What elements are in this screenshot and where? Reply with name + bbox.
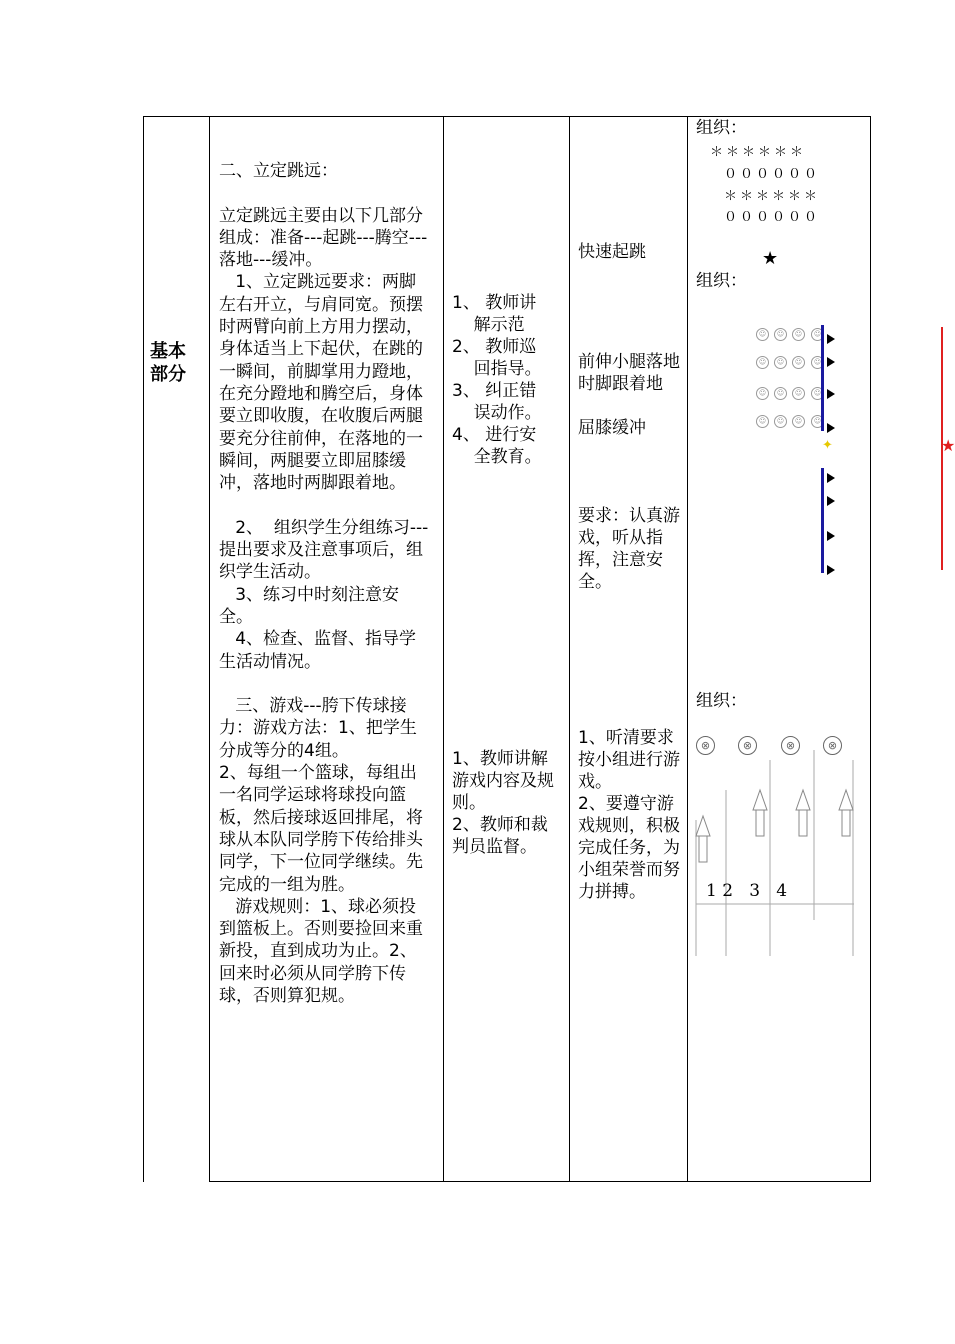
- col-divider-4: [687, 116, 688, 1182]
- student-activities-1: 快速起跳 前伸小腿落地时脚跟着地 屈膝缓冲 要求：认真游戏，听从指挥，注意安全。: [578, 242, 680, 592]
- student-icon: ☺: [774, 328, 787, 341]
- relay-group-numbers: 1 2 3 4: [706, 881, 788, 901]
- ball-icon: ⊗: [738, 736, 757, 755]
- arrow-right-icon: [827, 565, 835, 575]
- start-line: [821, 325, 824, 431]
- ball-icon: ⊗: [696, 736, 715, 755]
- arrow-right-icon: [827, 357, 835, 367]
- org-label-2: 组织：: [696, 271, 747, 291]
- ball-icon: ⊗: [781, 736, 800, 755]
- section-label: 基本 部分: [150, 341, 186, 385]
- sparkle-icon: ✦: [822, 438, 833, 453]
- table-right-border: [870, 116, 871, 1182]
- arrow-right-icon: [827, 473, 835, 483]
- student-icon: ☺: [774, 415, 787, 428]
- arrow-right-icon: [827, 389, 835, 399]
- arrow-right-icon: [827, 531, 835, 541]
- table-top-border: [143, 116, 871, 117]
- relay-diagram: [690, 730, 866, 960]
- formation-row-3: ＊＊＊＊＊＊: [724, 189, 821, 204]
- student-icon: ☺: [792, 328, 805, 341]
- ball-icon: ⊗: [823, 736, 842, 755]
- teacher-activities-1: 1、 教师讲 解示范 2、 教师巡 回指导。 3、 纠正错 误动作。 4、 进行安 全教育。: [452, 293, 542, 467]
- student-icon: ☺: [774, 387, 787, 400]
- red-star-icon: ★: [941, 436, 955, 455]
- student-icon: ☺: [792, 356, 805, 369]
- col-divider-3: [569, 116, 570, 1182]
- formation-row-1: ＊＊＊＊＊＊: [710, 145, 807, 160]
- table-left-border: [143, 116, 144, 1182]
- formation-row-2: ００００００: [724, 167, 821, 182]
- student-icon: ☺: [811, 356, 824, 369]
- student-icon: ☺: [811, 328, 824, 341]
- teacher-activities-2: 1、教师讲解游戏内容及规则。 2、教师和裁判员监督。: [452, 749, 554, 857]
- org-label-3: 组织：: [696, 691, 747, 711]
- student-icon: ☺: [811, 387, 824, 400]
- arrow-right-icon: [827, 496, 835, 506]
- arrow-right-icon: [827, 334, 835, 344]
- student-activities-2: 1、听清要求按小组进行游戏。 2、要遵守游戏规则，积极完成任务，为小组荣誉而努力拼搏。: [578, 728, 680, 902]
- content-text: 二、立定跳远： 立定跳远主要由以下几部分组成：准备---起跳---腾空---落地---缓冲。 1、立定跳远要求：两脚左右开立，与肩同宽。预摆时两臂向前上方用力摆动，身体适当上下起伏，在跳的一瞬间，前脚掌用力蹬地，在充分蹬地和腾空后，身体要立即收腹，在收腹后两腿要充分往前伸，在落地的一瞬间，两腿要立即屈膝缓冲，落地时两脚跟着地。 2、 组织学生分组练习---提出要求及注意事项后，组织学生活动。 3、练习中时刻注意安全。 4、检查、监督、指导学生活动情况。 三、游戏---胯下传球接力：游戏方法：1、把学生分成等分的4组。 2、每组一个篮球，每组出一名同学运球将球投向篮板，然后接球返回排尾，将球从本队同学胯下传给排头同学，下一位同学继续。先完成的一组为胜。 游戏规则：1、球必须投到篮板上。否则要捡回来重新投，直到成功为止。2、回来时必须从同学胯下传球，否则算犯规。: [219, 161, 429, 1006]
- student-icon: ☺: [792, 387, 805, 400]
- org-label-1: 组织：: [696, 118, 747, 138]
- student-icon: ☺: [774, 356, 787, 369]
- table-bottom-border: [209, 1181, 871, 1182]
- student-icon: ☺: [756, 415, 769, 428]
- student-icon: ☺: [756, 387, 769, 400]
- formation-row-4: ００００００: [724, 210, 821, 225]
- col-divider-2: [443, 116, 444, 1182]
- student-icon: ☺: [792, 415, 805, 428]
- student-icon: ☺: [756, 356, 769, 369]
- landing-line: [821, 468, 824, 573]
- teacher-star-icon: ★: [762, 248, 779, 269]
- arrow-right-icon: [827, 423, 835, 433]
- student-icon: ☺: [756, 328, 769, 341]
- col-divider-1: [209, 116, 210, 1182]
- student-icon: ☺: [811, 415, 824, 428]
